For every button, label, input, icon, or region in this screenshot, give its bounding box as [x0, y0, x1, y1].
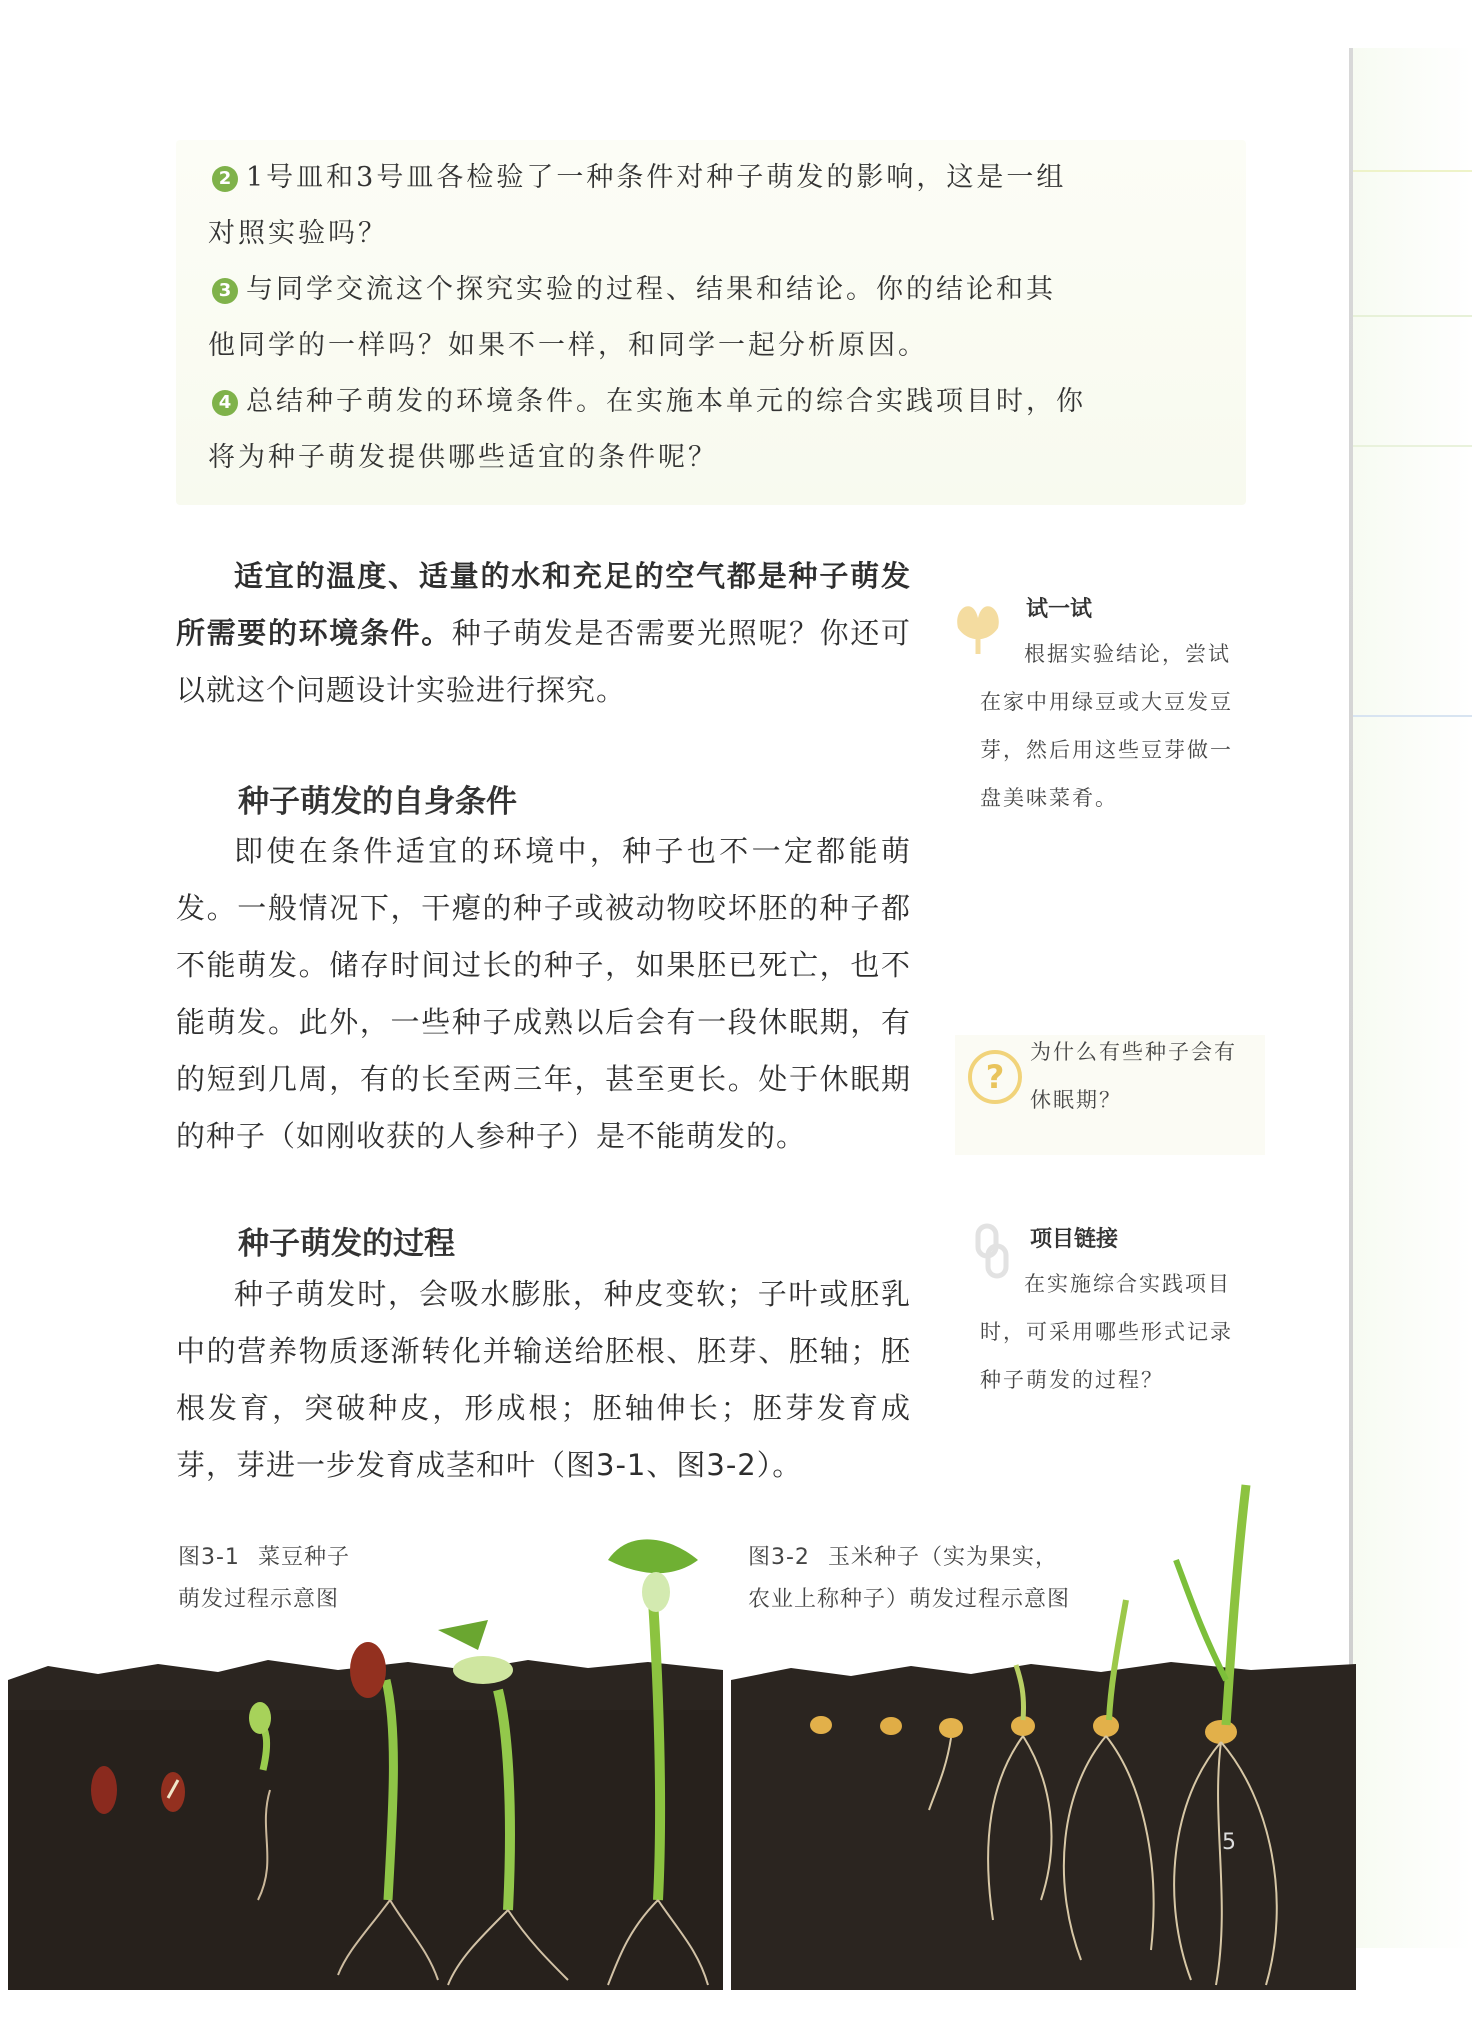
- figure-title: 玉米种子（实为果实，: [827, 1545, 1058, 1570]
- number-badge: 2: [212, 166, 238, 192]
- project-text-body: 在实施综合实践项目时，可采用哪些形式记录种子萌发的过程？: [980, 1272, 1233, 1392]
- question-text: 1号皿和3号皿各检验了一种条件对种子萌发的影响，这是一组: [246, 162, 1067, 193]
- question-text: 将为种子萌发提供哪些适宜的条件呢？: [208, 442, 718, 473]
- page-number: 5: [1222, 1830, 1236, 1855]
- figure-title: 农业上称种子）萌发过程示意图: [748, 1587, 1071, 1612]
- try-title: 试一试: [1026, 596, 1093, 622]
- body-text: 种子萌发时，会吸水膨胀，种皮变软；子叶或胚乳中的营养物质逐渐转化并输送给胚根、胚芽、胚轴；胚根发育，突破种皮，形成根；胚轴伸长；胚芽发育成芽，芽进一步发育成茎和叶（图3-1、图3-2）。: [176, 1277, 911, 1482]
- figure-label: 图3-1: [178, 1545, 240, 1570]
- project-title: 项目链接: [1030, 1226, 1119, 1252]
- intro-bold-text: 适宜的温度、适量的水和充足的空气都是种子萌发所需要的环境条件。: [176, 559, 911, 650]
- number-badge: 4: [212, 390, 238, 416]
- section-body: [176, 1266, 911, 1494]
- margin-line: [1353, 445, 1472, 447]
- bean-germination-photo: [8, 1480, 723, 1990]
- question-text: 总结种子萌发的环境条件。在实施本单元的综合实践项目时，你: [246, 386, 1086, 417]
- try-text-body: 根据实验结论，尝试在家中用绿豆或大豆发豆芽，然后用这些豆芽做一盘美味菜肴。: [980, 642, 1233, 810]
- question-text: [1030, 1028, 1250, 1124]
- margin-line: [1353, 715, 1472, 717]
- section-heading: 种子萌发的自身条件: [238, 784, 517, 820]
- corn-germination-photo: [731, 1480, 1356, 1990]
- project-text: [980, 1260, 1242, 1404]
- intro-paragraph: [176, 548, 911, 719]
- try-text: [980, 630, 1240, 822]
- figure-title: 萌发过程示意图: [178, 1587, 340, 1612]
- intro-text: 种子萌发是否需要光照呢？你还可以就这个问题设计实验进行探究。: [176, 616, 911, 707]
- body-text: 即使在条件适宜的环境中，种子也不一定都能萌发。一般情况下，干瘪的种子或被动物咬坏胚的种子都不能萌发。储存时间过长的种子，如果胚已死亡，也不能萌发。此外，一些种子成熟以后会有一段休眠期，有的短到几周，有的长至两三年，甚至更长。处于休眠期的种子（如刚收获的人参种子）是不能萌发的。: [176, 834, 911, 1153]
- section-heading: 种子萌发的过程: [238, 1226, 455, 1262]
- section-body: [176, 823, 911, 1165]
- question-3: [208, 262, 1212, 374]
- margin-line: [1353, 170, 1472, 172]
- question-text-body: 为什么有些种子会有休眠期？: [1030, 1040, 1237, 1112]
- question-2: [208, 150, 1212, 262]
- right-margin-tint: [1353, 48, 1472, 1948]
- figure-title: 菜豆种子: [257, 1545, 350, 1570]
- question-4: [208, 374, 1212, 486]
- question-text: 对照实验吗？: [208, 218, 388, 249]
- question-mark-icon: ?: [968, 1050, 1022, 1104]
- number-badge: 3: [212, 278, 238, 304]
- figure-label: 图3-2: [748, 1545, 810, 1570]
- margin-line: [1353, 315, 1472, 317]
- question-text: 与同学交流这个探究实验的过程、结果和结论。你的结论和其: [246, 274, 1056, 305]
- question-text: 他同学的一样吗？如果不一样，和同学一起分析原因。: [208, 330, 928, 361]
